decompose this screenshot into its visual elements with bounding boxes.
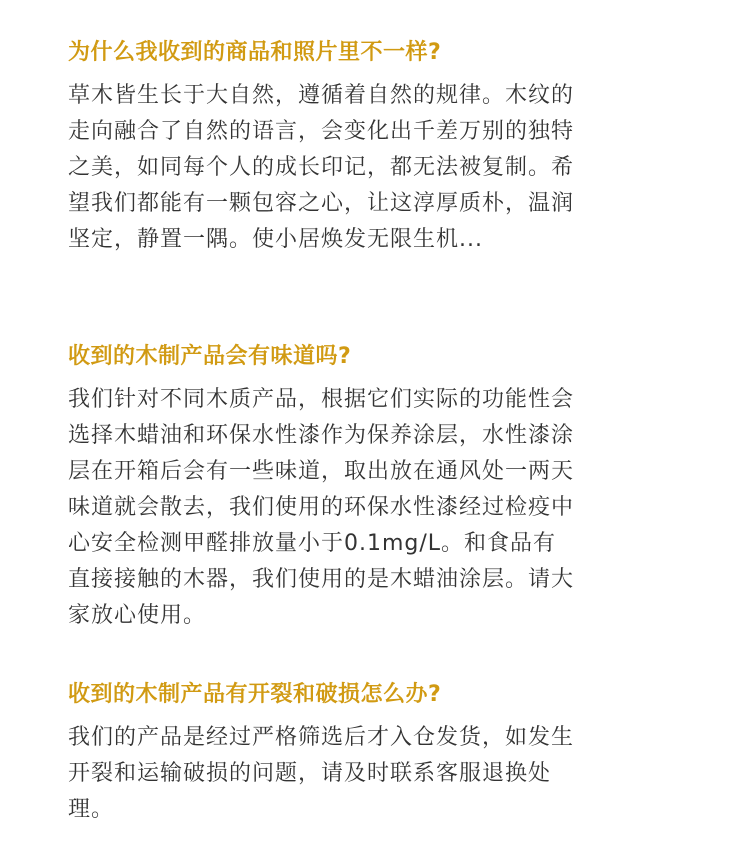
faq-question: 收到的木制产品有开裂和破损怎么办? xyxy=(68,682,442,707)
faq-item-product-odor xyxy=(68,342,578,634)
faq-answer: 草木皆生长于大自然，遵循着自然的规律。木纹的走向融合了自然的语言，会变化出千差万别的独特之美，如同每个人的成长印记，都无法被复制。希望我们都能有一颗包容之心，让这淳厚质朴，温润坚定，静置一隅。使小居焕发无限生机... xyxy=(68,83,575,252)
faq-answer: 我们针对不同木质产品，根据它们实际的功能性会选择木蜡油和环保水性漆作为保养涂层，水性漆涂层在开箱后会有一些味道，取出放在通风处一两天味道就会散去，我们使用的环保水性漆经过检疫中心安全检测甲醛排放量小于0.1mg/L。和食品有直接接触的木器，我们使用的是木蜡油涂层。请大家放心使用。 xyxy=(68,387,575,628)
faq-question: 收到的木制产品会有味道吗? xyxy=(68,344,352,369)
faq-answer: 我们的产品是经过严格筛选后才入仓发货，如发生开裂和运输破损的问题，请及时联系客服退换处理。 xyxy=(68,725,575,822)
faq-item-product-damage xyxy=(68,680,578,828)
faq-question: 为什么我收到的商品和照片里不一样? xyxy=(68,40,442,65)
faq-item-product-difference xyxy=(68,38,578,258)
